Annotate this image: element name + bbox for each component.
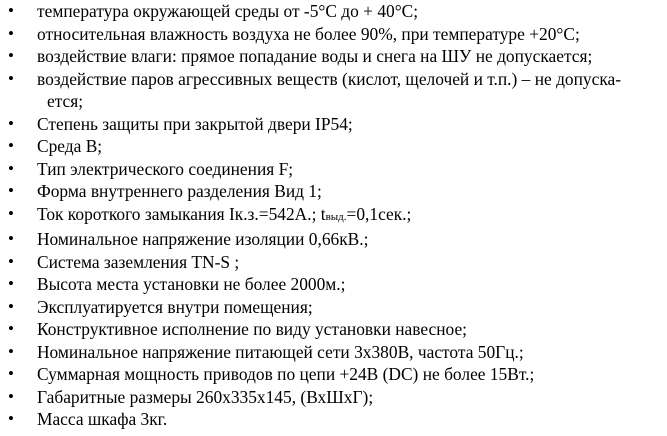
- list-item: [0, 180, 667, 203]
- bullet-icon: •: [8, 274, 14, 293]
- short-circuit-time-text: =0,1сек.;: [346, 203, 412, 224]
- short-circuit-text: Ток короткого замыкания Iк.з.=542А.; t: [37, 203, 326, 224]
- bullet-icon: •: [8, 409, 14, 428]
- bullet-icon: •: [8, 158, 14, 178]
- list-item-text: Конструктивное исполнение по виду установки навесное;: [37, 319, 468, 339]
- list-item-text: Среда В;: [37, 136, 103, 156]
- list-item-text: Масса шкафа 3кг.: [37, 409, 168, 429]
- list-item: [0, 113, 667, 136]
- bullet-icon: •: [8, 136, 14, 155]
- list-item-text: Номинальное напряжение питающей сети 3х380В, частота 50Гц.;: [37, 341, 524, 362]
- list-item-text: Габаритные размеры 260х335х145, (ВхШхГ);: [37, 386, 374, 407]
- list-item: [0, 318, 667, 341]
- list-item: [0, 45, 667, 68]
- bullet-icon: •: [8, 181, 14, 200]
- list-item-text: Номинальное напряжение изоляции 0,66кВ.;: [37, 229, 369, 249]
- subscript-text: выд.: [325, 210, 347, 223]
- list-item-text: воздействие паров агрессивных веществ (кислот, щелочей и т.п.) – не допуска-: [37, 68, 622, 89]
- bullet-icon: •: [8, 68, 14, 88]
- list-item: [0, 228, 667, 251]
- list-item: [0, 408, 667, 431]
- bullet-icon: •: [8, 364, 14, 383]
- bullet-icon: •: [8, 23, 14, 43]
- list-item-text: температура окружающей среды от -5°С до + 40°С;: [37, 1, 419, 21]
- list-item: [0, 363, 667, 386]
- bullet-icon: •: [8, 251, 14, 271]
- list-item-text: Суммарная мощность приводов по цепи +24В (DC) не более 15Вт.;: [37, 364, 535, 384]
- bullet-icon: •: [8, 229, 14, 248]
- list-item: [0, 23, 667, 46]
- bullet-icon: •: [8, 203, 14, 223]
- list-item: [0, 386, 667, 409]
- list-item-text: Система заземления TN-S ;: [37, 251, 240, 272]
- bullet-icon: •: [8, 296, 14, 316]
- list-item: [0, 251, 667, 274]
- bullet-icon: •: [8, 319, 14, 338]
- list-item-text: Эксплуатируется внутри помещения;: [37, 296, 313, 317]
- list-item-continuation: ется;: [47, 91, 84, 111]
- bullet-icon: •: [8, 386, 14, 406]
- list-item-text: Высота места установки не более 2000м.;: [37, 274, 346, 294]
- list-item: [0, 0, 667, 23]
- list-item: [0, 68, 667, 113]
- bullet-icon: •: [8, 46, 14, 65]
- list-item-text: воздействие влаги: прямое попадание воды и снега на ШУ не допускается;: [37, 46, 593, 66]
- list-item: [0, 341, 667, 364]
- list-item-text: Форма внутреннего разделения Вид 1;: [37, 181, 322, 201]
- list-item: [0, 296, 667, 319]
- list-item-text: Степень защиты при закрытой двери IP54;: [37, 113, 353, 134]
- list-item: [0, 158, 667, 181]
- list-item: [0, 203, 667, 229]
- list-item-text: Тип электрического соединения F;: [37, 158, 294, 179]
- list-item: [0, 273, 667, 296]
- bullet-icon: •: [8, 113, 14, 133]
- bullet-icon: •: [8, 341, 14, 361]
- list-item-text: [37, 204, 411, 224]
- list-item-text: относительная влажность воздуха не более 90%, при температуре +20°С;: [37, 23, 580, 44]
- list-item: [0, 135, 667, 158]
- bullet-icon: •: [8, 1, 14, 20]
